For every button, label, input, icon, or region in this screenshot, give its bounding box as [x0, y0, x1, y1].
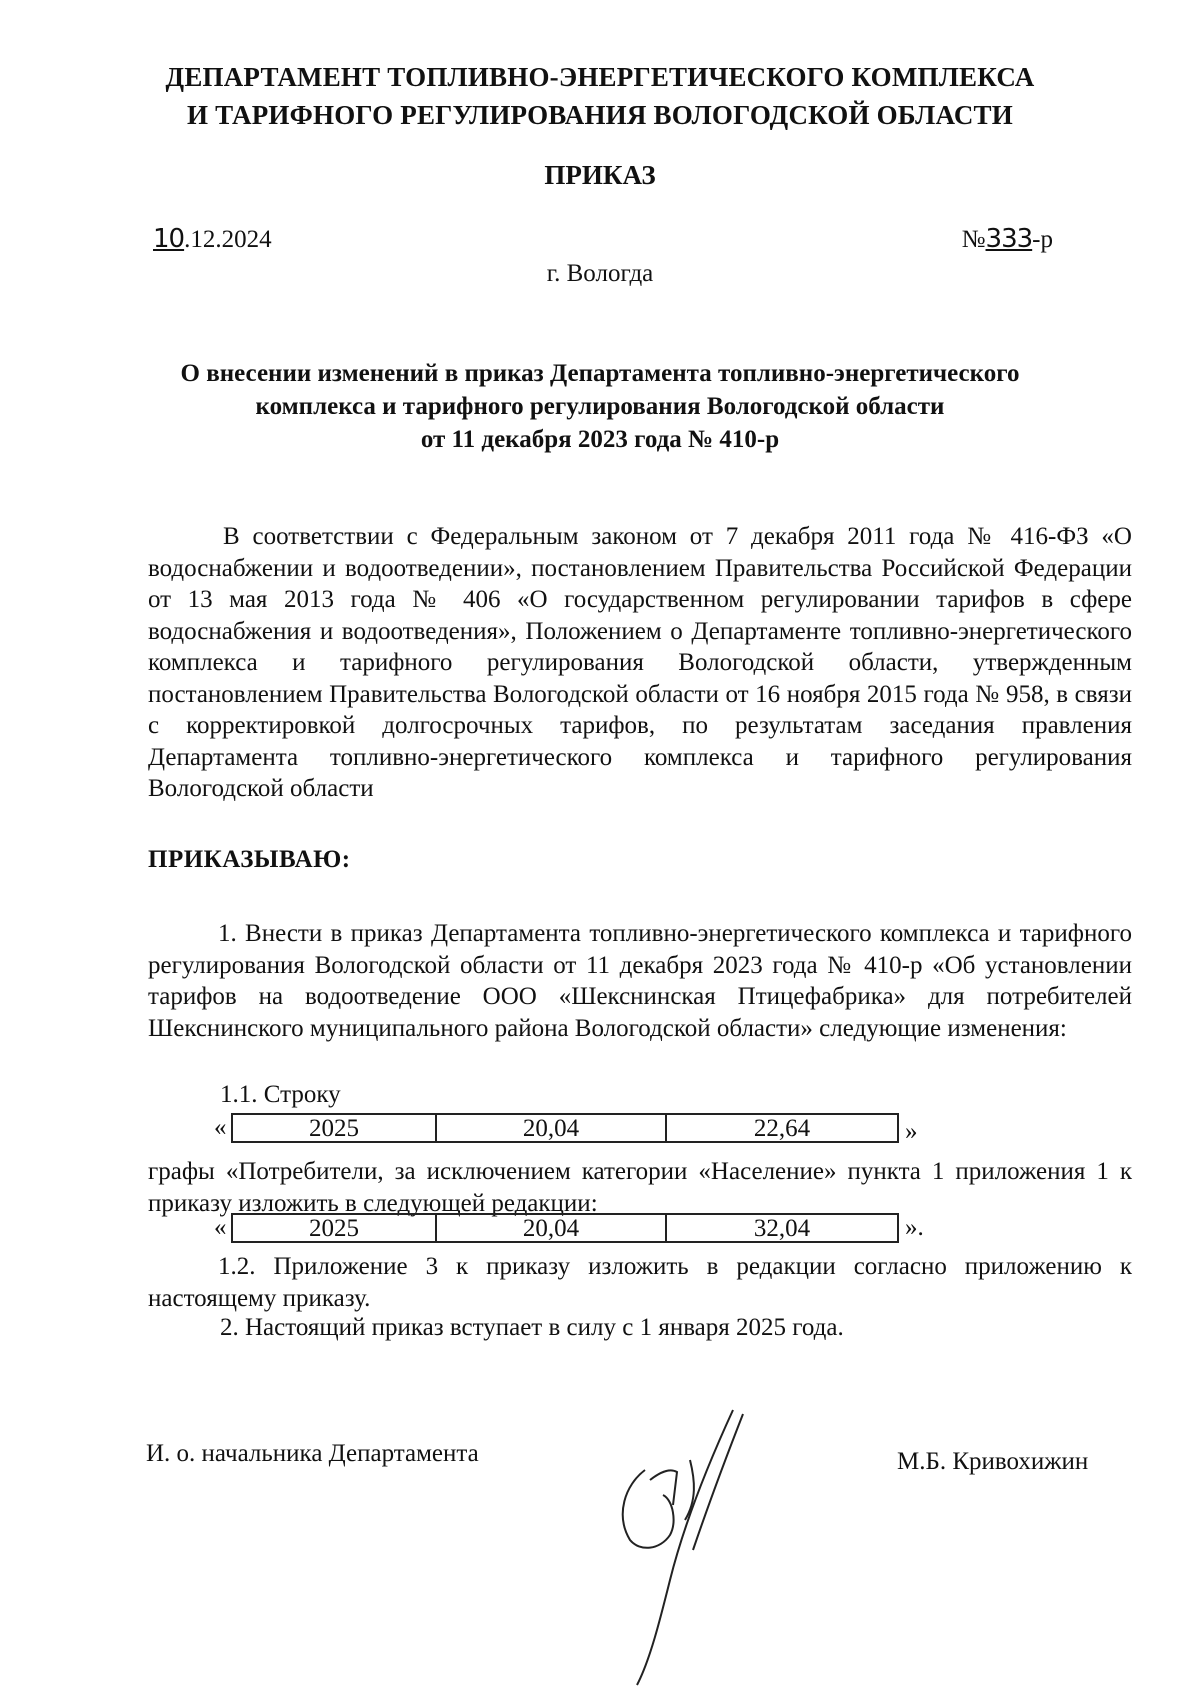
order-number	[962, 224, 1053, 254]
row-new-close-quote: ».	[905, 1214, 924, 1241]
row-old-close-quote: »	[905, 1118, 918, 1145]
orders-heading: ПРИКАЗЫВАЮ:	[148, 846, 351, 873]
item-1-paragraph: 1. Внести в приказ Департамента топливно-энергетического комплекса и тарифного регулирования Вологодской области от 11 декабря 2023 года № 410-р «Об установлении тарифов на водоотведение ООО «Шекснинская Птицефабрика» для потребителей Шекснинского муниципального района Вологодской области» следующие изменения:	[148, 920, 1132, 1042]
item-2-paragraph: 2. Настоящий приказ вступает в силу с 1 января 2025 года.	[220, 1314, 844, 1341]
handwritten-day: 10	[153, 224, 185, 254]
title-line-2: комплекса и тарифного регулирования Вологодской области	[255, 393, 945, 420]
row-old-year: 2025	[231, 1113, 437, 1143]
city: г. Вологда	[546, 260, 654, 287]
title-line-1: О внесении изменений в приказ Департамента топливно-энергетического	[180, 360, 1020, 387]
row-old-value-2: 22,64	[665, 1113, 899, 1143]
number-suffix: -р	[1032, 226, 1053, 253]
title-line-3: от 11 декабря 2023 года № 410-р	[420, 426, 780, 453]
row-new-year: 2025	[231, 1213, 437, 1243]
row-new-open-quote: «	[214, 1214, 227, 1241]
order-title	[120, 357, 1080, 456]
number-prefix: №	[961, 226, 986, 253]
grafy-paragraph: графы «Потребители, за исключением категории «Население» пункта 1 приложения 1 к приказу изложить в следующей редакции:	[148, 1158, 1132, 1217]
signatory-name: М.Б. Кривохижин	[897, 1448, 1089, 1475]
row-old-value-1: 20,04	[435, 1113, 667, 1143]
row-new-value-1: 20,04	[435, 1213, 667, 1243]
department-line-1: ДЕПАРТАМЕНТ ТОПЛИВНО-ЭНЕРГЕТИЧЕСКОГО КОМПЛЕКСА	[165, 62, 1035, 92]
handwritten-number: 333	[985, 224, 1033, 254]
row-old-open-quote: «	[214, 1114, 227, 1141]
item-1-2-paragraph: 1.2. Приложение 3 к приказу изложить в редакции согласно приложению к настоящему приказу.	[148, 1253, 1132, 1312]
handwritten-signature	[615, 1400, 765, 1690]
doc-type: ПРИКАЗ	[544, 160, 656, 190]
item-1-1-label: 1.1. Строку	[220, 1081, 341, 1108]
preamble-paragraph: В соответствии с Федеральным законом от 7 декабря 2011 года № 416-ФЗ «О водоснабжении и водоотведении», постановлением Правительства Российской Федерации от 13 мая 2013 года № 406 «О государственном регулировании тарифов в сфере водоснабжения и водоотведения», Положением о Департаменте топливно-энергетического комплекса и тарифного регулирования Вологодской области, утвержденным постановлением Правительства Вологодской области от 16 ноября 2015 года № 958, в связи с корректировкой долгосрочных тарифов, по результатам заседания правления Департамента топливно-энергетического комплекса и тарифного регулирования Вологодской области	[148, 523, 1132, 802]
order-date	[153, 224, 272, 254]
department-line-2: И ТАРИФНОГО РЕГУЛИРОВАНИЯ ВОЛОГОДСКОЙ ОБЛАСТИ	[187, 100, 1013, 130]
date-rest: .12.2024	[184, 226, 272, 253]
department-name	[0, 58, 1200, 134]
row-new-value-2: 32,04	[665, 1213, 899, 1243]
signatory-role: И. о. начальника Департамента	[146, 1440, 479, 1467]
